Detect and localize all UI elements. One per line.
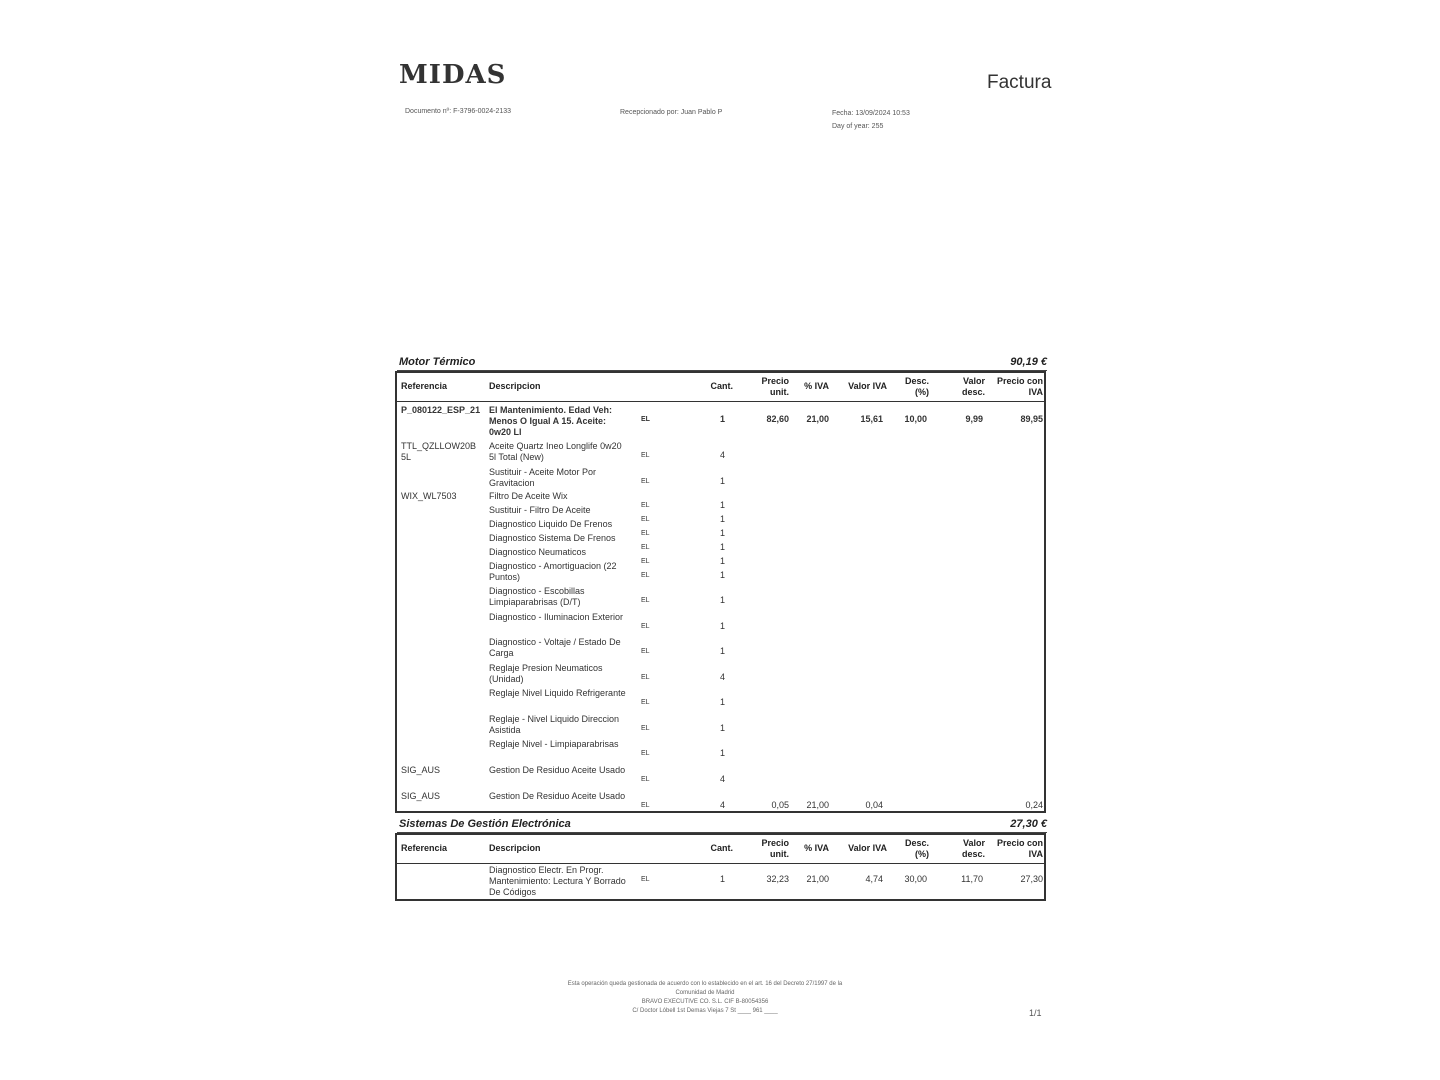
cell-desc: Diagnostico - Voltaje / Estado De Carga <box>489 637 621 658</box>
cell-desc: Filtro De Aceite Wix <box>489 491 568 501</box>
cell-desc: Diagnostico - Amortiguacion (22 Puntos) <box>489 561 617 582</box>
cell-price: 32,23 <box>766 874 789 884</box>
cell-iva: 21,00 <box>806 414 829 424</box>
col-desc-pct: Desc. (%) <box>904 376 929 397</box>
cell-qty: 1 <box>719 556 725 566</box>
col-desc-pct: Desc. (%) <box>904 838 929 859</box>
section-gestion-electronica-header <box>397 818 1047 833</box>
cell-qty: 1 <box>719 748 725 758</box>
cell-qty: 1 <box>719 697 725 707</box>
col-cant: Cant. <box>710 381 733 391</box>
cell-valor-iva: 0,04 <box>865 800 883 810</box>
cell-unit: EL <box>641 802 650 809</box>
cell-total: 89,95 <box>1020 414 1043 424</box>
cell-desc: Diagnostico Liquido De Frenos <box>489 519 613 529</box>
cell-valor-desc: 11,70 <box>961 874 983 884</box>
col-valor-iva: Valor IVA <box>848 381 887 391</box>
cell-desc-pct: 10,00 <box>904 414 927 424</box>
footer-line: Esta operación queda gestionada de acuerdo con lo establecido en el art. 16 del Decreto 27/1997 de la <box>567 981 843 987</box>
cell-qty: 1 <box>719 621 725 631</box>
cell-unit: EL <box>641 416 650 423</box>
cell-desc-pct: 30,00 <box>904 874 927 884</box>
cell-desc: Sustituir - Filtro De Aceite <box>489 505 591 515</box>
cell-ref: SIG_AUS <box>401 765 441 775</box>
received-by: Recepcionado por: Juan Pablo P <box>620 109 723 116</box>
cell-qty: 1 <box>719 528 725 538</box>
cell-qty: 1 <box>719 570 725 580</box>
cell-unit: EL <box>641 725 650 732</box>
col-descripcion: Descripcion <box>489 843 541 853</box>
cell-qty: 1 <box>719 414 725 424</box>
cell-price: 0,05 <box>771 800 789 810</box>
cell-qty: 4 <box>719 450 725 460</box>
cell-unit: EL <box>641 544 650 551</box>
cell-desc: Diagnostico Neumaticos <box>489 547 587 557</box>
col-valor-desc: Valor desc. <box>961 376 985 397</box>
table-header <box>397 373 1044 402</box>
cell-qty: 4 <box>719 774 725 784</box>
cell-unit: EL <box>641 558 650 565</box>
cell-ref: P_080122_ESP_21 <box>401 405 481 415</box>
col-precio-con-iva: Precio con IVA <box>996 376 1043 397</box>
document-title: Factura <box>987 72 1052 93</box>
cell-price: 82,60 <box>766 414 789 424</box>
cell-ref: TTL_QZLLOW20B 5L <box>401 441 477 462</box>
cell-qty: 1 <box>719 646 725 656</box>
cell-valor-iva: 15,61 <box>860 414 883 424</box>
cell-desc: Diagnostico - Iluminacion Exterior <box>489 612 624 622</box>
cell-unit: EL <box>641 674 650 681</box>
cell-unit: EL <box>641 623 650 630</box>
cell-desc: Diagnostico - Escobillas Limpiaparabrisas (D/T) <box>489 586 585 607</box>
cell-unit: EL <box>641 530 650 537</box>
cell-desc: Reglaje - Nivel Liquido Direccion Asistida <box>489 714 620 735</box>
cell-valor-iva: 4,74 <box>865 874 883 884</box>
section-title: Sistemas De Gestión Electrónica <box>399 818 571 830</box>
section-title: Motor Térmico <box>399 356 476 368</box>
cell-desc: Diagnostico Sistema De Frenos <box>489 533 616 543</box>
cell-desc: Gestion De Residuo Aceite Usado <box>489 791 626 801</box>
day-of-year: Day of year: 255 <box>832 123 884 130</box>
cell-qty: 1 <box>719 874 725 884</box>
cell-total: 0,24 <box>1025 800 1043 810</box>
col-precio-unit: Precio unit. <box>761 838 789 859</box>
cell-desc: Reglaje Nivel - Limpiaparabrisas <box>489 739 619 749</box>
cell-desc: Aceite Quartz Ineo Longlife 0w20 5l Total (New) <box>489 441 622 462</box>
col-descripcion: Descripcion <box>489 381 541 391</box>
cell-unit: EL <box>641 648 650 655</box>
cell-ref: SIG_AUS <box>401 791 441 801</box>
document-number: Documento nº: F-3796-0024-2133 <box>405 108 512 115</box>
cell-unit: EL <box>641 452 650 459</box>
section-motor-termico-table <box>395 371 1046 813</box>
cell-valor-desc: 9,99 <box>965 414 983 424</box>
midas-logo: MIDAS <box>399 60 507 90</box>
col-iva: % IVA <box>804 843 829 853</box>
cell-iva: 21,00 <box>806 874 829 884</box>
cell-iva: 21,00 <box>806 800 829 810</box>
section-gestion-electronica-table <box>395 833 1046 901</box>
col-valor-iva: Valor IVA <box>848 843 887 853</box>
cell-qty: 1 <box>719 595 725 605</box>
cell-unit: EL <box>641 876 650 883</box>
cell-unit: EL <box>641 516 650 523</box>
col-precio-con-iva: Precio con IVA <box>996 838 1043 859</box>
section-motor-termico-header <box>397 356 1047 371</box>
cell-unit: EL <box>641 478 650 485</box>
cell-total: 27,30 <box>1020 874 1043 884</box>
col-cant: Cant. <box>710 843 733 853</box>
footer-line: Comunidad de Madrid <box>675 990 735 996</box>
cell-ref: WIX_WL7503 <box>401 491 457 501</box>
cell-desc: El Mantenimiento. Edad Veh: Menos O Igual A 15. Aceite: 0w20 Ll <box>489 405 613 437</box>
cell-desc: Gestion De Residuo Aceite Usado <box>489 765 626 775</box>
cell-qty: 1 <box>719 514 725 524</box>
cell-qty: 1 <box>719 476 725 486</box>
col-referencia: Referencia <box>401 381 448 391</box>
cell-qty: 1 <box>719 500 725 510</box>
cell-qty: 1 <box>719 723 725 733</box>
section-amount: 27,30 € <box>1010 818 1047 830</box>
cell-unit: EL <box>641 776 650 783</box>
cell-unit: EL <box>641 699 650 706</box>
cell-desc: Sustituir - Aceite Motor Por Gravitacion <box>489 467 597 488</box>
cell-unit: EL <box>641 750 650 757</box>
table-header <box>397 835 1044 864</box>
cell-unit: EL <box>641 502 650 509</box>
col-iva: % IVA <box>804 381 829 391</box>
col-valor-desc: Valor desc. <box>961 838 985 859</box>
cell-unit: EL <box>641 597 650 604</box>
page-number: 1/1 <box>1029 1008 1042 1018</box>
col-precio-unit: Precio unit. <box>761 376 789 397</box>
footer-line: BRAVO EXECUTIVE CO. S.L. CIF B-80054356 <box>641 999 769 1005</box>
cell-desc: Reglaje Presion Neumaticos (Unidad) <box>489 663 603 684</box>
cell-qty: 4 <box>719 672 725 682</box>
cell-unit: EL <box>641 572 650 579</box>
section-amount: 90,19 € <box>1010 356 1047 368</box>
cell-desc: Diagnostico Electr. En Progr. Mantenimiento: Lectura Y Borrado De Códigos <box>489 865 626 897</box>
footer-line: C/ Doctor Lóbell 1st Demas Viejas 7 St ____ 961 ____ <box>632 1008 778 1014</box>
cell-qty: 1 <box>719 542 725 552</box>
col-referencia: Referencia <box>401 843 448 853</box>
legal-footer <box>490 980 920 1016</box>
cell-desc: Reglaje Nivel Liquido Refrigerante <box>489 688 626 698</box>
invoice-date: Fecha: 13/09/2024 10:53 <box>832 110 910 117</box>
cell-qty: 4 <box>719 800 725 810</box>
